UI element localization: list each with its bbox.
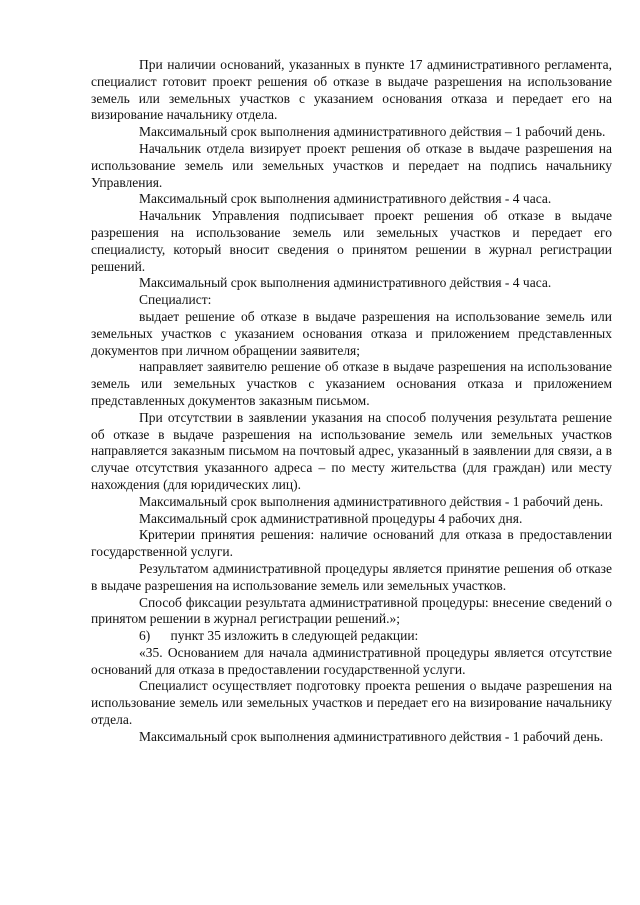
paragraph-procedure-deadline: Максимальный срок административной процедуры 4 рабочих дня.	[139, 510, 523, 526]
paragraph-head-of-department-approval: Начальник отдела визирует проект решения об отказе в выдаче разрешения на использование земель или земельных участков и передает на подпись начальнику Управления.	[91, 140, 612, 190]
paragraph-deadline-1-day: Максимальный срок выполнения административного действия – 1 рабочий день.	[139, 124, 606, 140]
paragraph-decision-criteria: Критерии принятия решения: наличие оснований для отказа в предоставлении государственной услуги.	[91, 527, 612, 560]
paragraph-deadline-4-hours-2: Максимальный срок выполнения административного действия - 4 часа.	[139, 275, 552, 291]
paragraph-clause-35: «35. Основанием для начала административной процедуры является отсутствие оснований для отказа в предоставлении государственной услуги.	[91, 644, 612, 677]
paragraph-result-recording: Способ фиксации результата административной процедуры: внесение сведений о принятом решении в журнал регистрации решений.»;	[91, 594, 612, 627]
paragraph-refusal-draft: При наличии оснований, указанных в пункте 17 административного регламента, специалист готовит проект решения об отказе в выдаче разрешения на использование земель или земельных участков с указанием основания отказа и передает его на визирование начальнику отдела.	[91, 57, 612, 123]
paragraph-sends-decision: направляет заявителю решение об отказе в выдаче разрешения на использование земель или земельных участков с указанием основания отказа и приложением представленных документов заказным письмом.	[91, 359, 612, 408]
paragraph-deadline-4-hours: Максимальный срок выполнения административного действия - 4 часа.	[139, 191, 552, 207]
paragraph-deadline-1-day-2: Максимальный срок выполнения административного действия - 1 рабочий день.	[139, 493, 604, 509]
paragraph-head-of-directorate-signs: Начальник Управления подписывает проект решения об отказе в выдаче разрешения на использование земель или земельных участков и передает его специалисту, который вносит сведения о принятом решении в журнал регистрации решений.	[91, 208, 612, 274]
paragraph-issues-decision: выдает решение об отказе в выдаче разрешения на использование земель или земельных участков с указанием основания отказа и приложением представленных документов при личном обращении заявителя;	[91, 308, 612, 358]
paragraph-specialist: Специалист:	[139, 292, 212, 308]
document-page	[91, 57, 612, 746]
paragraph-specialist-prepares-permit: Специалист осуществляет подготовку проекта решения о выдаче разрешения на использование земель или земельных участков и передает его на визирование начальнику отдела.	[91, 678, 612, 728]
paragraph-deadline-1-day-3: Максимальный срок выполнения административного действия - 1 рабочий день.	[139, 728, 604, 744]
paragraph-no-method-specified: При отсутствии в заявлении указания на способ получения результата решение об отказе в выдаче разрешения на использование земель или земельных участков направляется заказным письмом на почтовый адрес, указанный в заявлении для связи, а в случае отсутствия указанного адреса – по месту жительства (для граждан) или месту нахождения (для юридических лиц).	[91, 409, 612, 492]
paragraph-procedure-result: Результатом административной процедуры является принятие решения об отказе в выдаче разрешения на использование земель или земельных участков.	[91, 560, 612, 593]
paragraph-item-6: 6) пункт 35 изложить в следующей редакции:	[139, 628, 419, 644]
